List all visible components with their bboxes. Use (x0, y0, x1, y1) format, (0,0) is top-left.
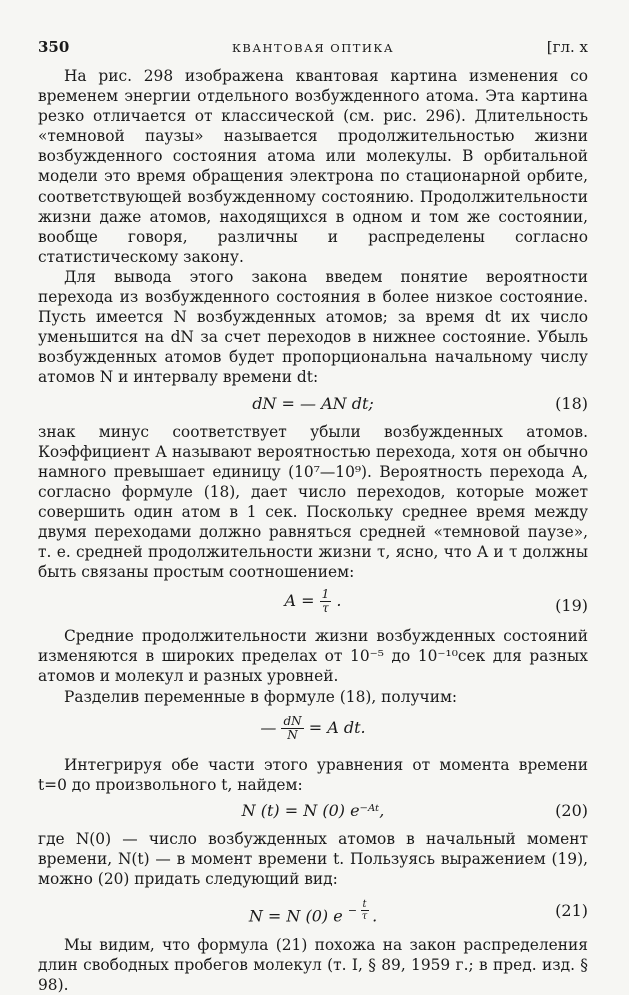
equation-18-number: (18) (555, 393, 588, 413)
equation-21-tail: . (372, 906, 378, 926)
equation-21-exp-fraction (361, 899, 369, 922)
chapter-mark: [гл. x (546, 38, 588, 56)
running-title: КВАНТОВАЯ ОПТИКА (231, 41, 395, 55)
paragraph-4: Средние продолжительности жизни возбужденных состояний изменяются в широких пределах от 10⁻⁵ до 10⁻¹⁰сек для разных атомов и молекул и разных уровней. (38, 627, 588, 686)
equation-21 (38, 889, 588, 935)
equation-18-formula: dN = — AN dt; (252, 393, 374, 413)
equation-21-exp-sign: − (347, 903, 358, 917)
equation-19-tail: . (336, 591, 342, 611)
paragraph-8: Мы видим, что формула (21) похожа на закон распределения длин свободных пробегов молекул (т. I, § 89, 1959 г.; в пред. изд. § 98). (38, 936, 588, 995)
paragraph-5: Разделив переменные в формуле (18), получим: (64, 687, 458, 706)
equation-19-fraction (320, 588, 332, 615)
equation-separated-minus: — (260, 717, 277, 737)
paragraph-3: знак минус соответствует убыли возбужденных атомов. Коэффициент A называют вероятностью перехода, хотя он обычно намного превышает единицу (10⁷—10⁹). Вероятность перехода A, согласно формуле (18), дает число переходов, которые может совершить один атом в 1 сек. Поскольку среднее время между двумя переходами должно равняться средней «темновой паузе», т. е. средней продолжительности жизни τ, ясно, что A и τ должны быть связаны простым соотношением: (38, 422, 588, 582)
equation-19-formula (38, 588, 588, 615)
equation-separated (38, 707, 588, 755)
equation-20 (38, 795, 588, 829)
paragraph-7: где N(0) — число возбужденных атомов в начальный момент времени, N(t) — в момент времени t. Пользуясь выражением (19), можно (20) придать следующий вид: (38, 829, 588, 888)
equation-20-number: (20) (555, 800, 588, 820)
equation-18 (38, 388, 588, 422)
equation-19 (38, 582, 588, 626)
equation-19-numerator: 1 (321, 587, 330, 602)
equation-19-denominator: τ (322, 601, 329, 616)
equation-separated-fraction (281, 715, 303, 742)
equation-separated-numerator: dN (283, 713, 302, 728)
equation-21-exp-denominator: τ (361, 911, 368, 923)
paragraph-1: На рис. 298 изображена квантовая картина изменения со временем энергии отдельного возбужденного атома. Эта картина резко отличается от классической (см. рис. 296). Длительность «темновой паузы» называется продолжительностью жизни возбужденного состояния атома или молекулы. В орбитальной модели это время обращения электрона по стационарной орбите, соответствующей возбужденному состоянию. Продолжительности жизни даже атомов, находящихся в одном и том же состоянии, вообще говоря, различны и распределены согласно статистическому закону. (38, 67, 588, 266)
equation-separated-rhs: = A dt. (308, 717, 366, 737)
book-page (38, 38, 588, 995)
paragraph-2: Для вывода этого закона введем понятие вероятности перехода из возбужденного состояния в более низкое состояние. Пусть имеется N возбужденных атомов; за время dt их число уменьшится на dN за счет переходов в нижнее состояние. Убыль возбужденных атомов будет пропорциональна начальному числу атомов N и интервалу времени dt: (38, 267, 588, 387)
equation-21-lhs: N = N (0) e (248, 906, 343, 926)
equation-19-lhs: A = (284, 591, 315, 611)
equation-21-formula (38, 899, 588, 926)
equation-separated-denominator: N (287, 727, 298, 742)
page-number: 350 (38, 38, 70, 56)
equation-separated-formula (38, 715, 588, 742)
equation-19-number: (19) (555, 596, 588, 616)
page-header (38, 38, 588, 66)
equation-21-exp-numerator: t (362, 899, 367, 911)
equation-20-formula: N (t) = N (0) e⁻ᴬᵗ, (241, 800, 385, 820)
equation-21-number: (21) (555, 901, 588, 921)
paragraph-6: Интегрируя обе части этого уравнения от момента времени t=0 до произвольного t, найдем: (38, 755, 588, 794)
